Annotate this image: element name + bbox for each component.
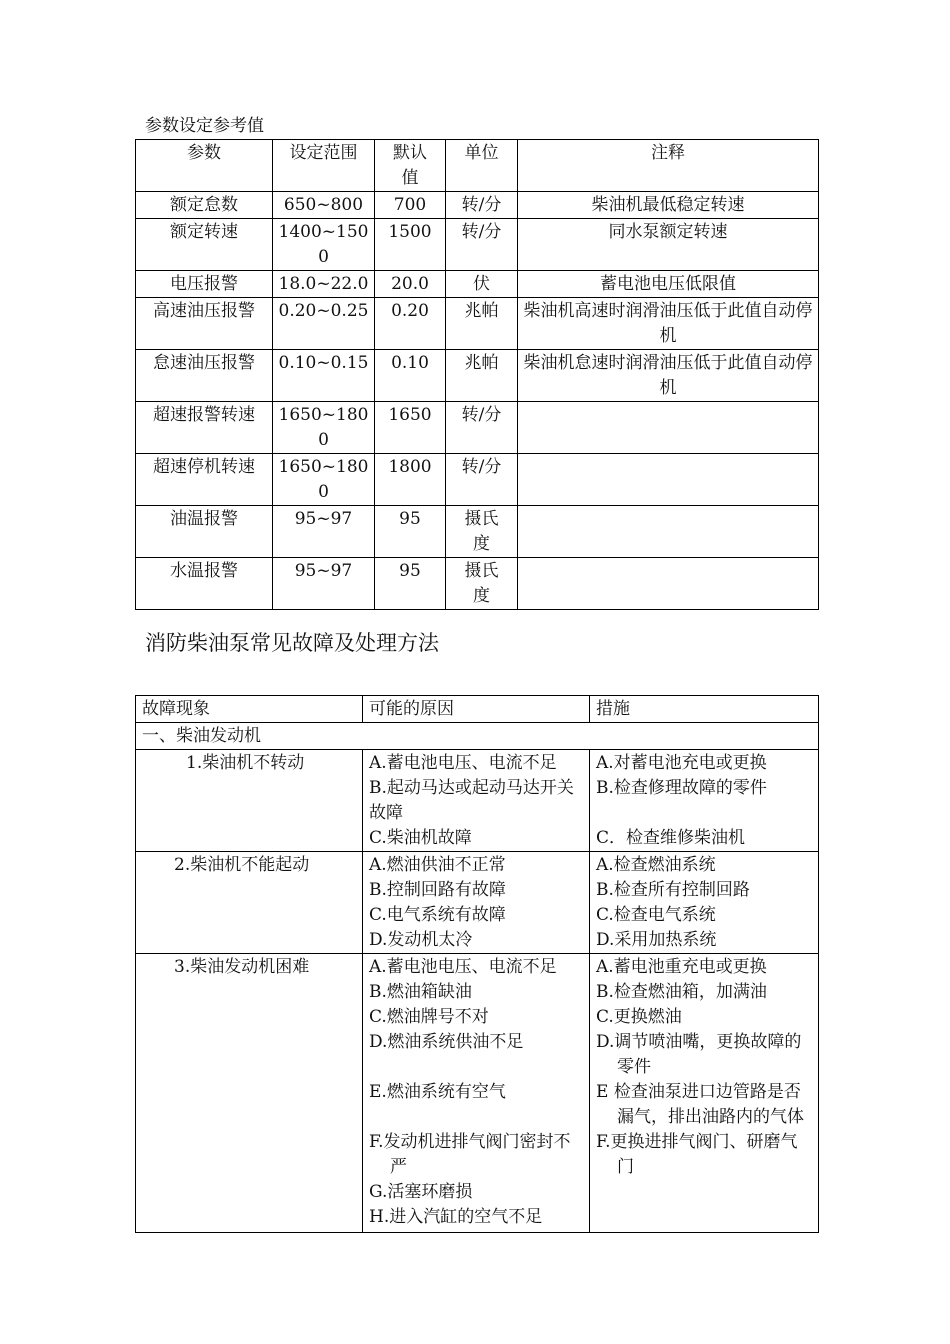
param-name: 电压报警 xyxy=(136,271,273,298)
fault-symptom: 1.柴油机不转动 xyxy=(136,750,363,852)
header-param: 参数 xyxy=(136,140,273,192)
cause-item: B.燃油箱缺油 xyxy=(369,982,472,1002)
measure-item: C.检查电气系统 xyxy=(596,905,716,925)
param-name: 油温报警 xyxy=(136,506,273,558)
param-default: 0.20 xyxy=(375,298,446,350)
cause-item: A.蓄电池电压、电流不足 xyxy=(369,753,557,773)
param-name: 高速油压报警 xyxy=(136,298,273,350)
cause-item: B.控制回路有故障 xyxy=(369,880,506,900)
param-note xyxy=(518,506,819,558)
fault-row xyxy=(136,852,819,954)
param-name: 超速停机转速 xyxy=(136,454,273,506)
param-note: 同水泵额定转速 xyxy=(518,219,819,271)
param-note xyxy=(518,454,819,506)
params-caption: 参数设定参考值 xyxy=(145,116,264,136)
header-note: 注释 xyxy=(518,140,819,192)
params-row xyxy=(136,219,819,271)
param-unit: 摄氏度 xyxy=(446,506,518,558)
param-range: 1650~1800 xyxy=(273,454,375,506)
cause-item: D.燃油系统供油不足 xyxy=(369,1032,524,1052)
param-name: 额定怠数 xyxy=(136,192,273,219)
param-note: 柴油机高速时润滑油压低于此值自动停机 xyxy=(518,298,819,350)
param-name: 额定转速 xyxy=(136,219,273,271)
param-range: 95~97 xyxy=(273,506,375,558)
fault-measures xyxy=(590,750,819,852)
measure-item: B.检查修理故障的零件 xyxy=(596,778,767,798)
params-header-row xyxy=(136,140,819,192)
header-unit: 单位 xyxy=(446,140,518,192)
faults-header-row xyxy=(136,696,819,723)
cause-item: C.电气系统有故障 xyxy=(369,905,506,925)
param-unit: 转/分 xyxy=(446,402,518,454)
param-note xyxy=(518,558,819,610)
faults-table xyxy=(135,695,819,1233)
measure-item: D.采用加热系统 xyxy=(596,930,717,950)
measure-item: C．检查维修柴油机 xyxy=(596,828,746,848)
param-name: 怠速油压报警 xyxy=(136,350,273,402)
param-name: 超速报警转速 xyxy=(136,402,273,454)
params-row xyxy=(136,350,819,402)
cause-item: F.发动机进排气阀门密封不严 xyxy=(369,1132,571,1177)
fault-measures xyxy=(590,852,819,954)
param-range: 650~800 xyxy=(273,192,375,219)
fault-symptom: 2.柴油机不能起动 xyxy=(136,852,363,954)
cause-item: C.柴油机故障 xyxy=(369,828,472,848)
measure-item: E 检查油泵进口边管路是否漏气，排出油路内的气体 xyxy=(596,1082,804,1127)
header-symptom: 故障现象 xyxy=(136,696,363,723)
param-unit: 伏 xyxy=(446,271,518,298)
param-unit: 转/分 xyxy=(446,219,518,271)
param-range: 0.20~0.25 xyxy=(273,298,375,350)
params-row xyxy=(136,558,819,610)
params-table xyxy=(135,139,819,610)
param-unit: 转/分 xyxy=(446,192,518,219)
header-default: 默认值 xyxy=(375,140,446,192)
cause-item: E.燃油系统有空气 xyxy=(369,1082,506,1102)
cause-item: A.燃油供油不正常 xyxy=(369,855,506,875)
fault-symptom: 3.柴油发动机困难 xyxy=(136,954,363,1233)
cause-item: C.燃油牌号不对 xyxy=(369,1007,489,1027)
param-note: 柴油机怠速时润滑油压低于此值自动停机 xyxy=(518,350,819,402)
measure-item xyxy=(596,801,814,826)
param-note: 柴油机最低稳定转速 xyxy=(518,192,819,219)
param-default: 95 xyxy=(375,558,446,610)
params-row xyxy=(136,298,819,350)
param-range: 1650~1800 xyxy=(273,402,375,454)
param-default: 700 xyxy=(375,192,446,219)
cause-item: H.进入汽缸的空气不足 xyxy=(369,1207,543,1227)
measure-item: C.更换燃油 xyxy=(596,1007,682,1027)
cause-item xyxy=(369,1105,585,1130)
cause-item: D.发动机太冷 xyxy=(369,930,473,950)
fault-causes xyxy=(363,954,590,1233)
params-row xyxy=(136,402,819,454)
param-default: 1650 xyxy=(375,402,446,454)
measure-item: B.检查所有控制回路 xyxy=(596,880,750,900)
section-label: 一、柴油发动机 xyxy=(136,723,819,750)
fault-causes xyxy=(363,852,590,954)
param-name: 水温报警 xyxy=(136,558,273,610)
param-range: 18.0~22.0 xyxy=(273,271,375,298)
param-note xyxy=(518,402,819,454)
param-unit: 转/分 xyxy=(446,454,518,506)
cause-item: A.蓄电池电压、电流不足 xyxy=(369,957,557,977)
header-measure: 措施 xyxy=(590,696,819,723)
params-row xyxy=(136,192,819,219)
header-cause: 可能的原因 xyxy=(363,696,590,723)
param-range: 0.10~0.15 xyxy=(273,350,375,402)
param-range: 95~97 xyxy=(273,558,375,610)
fault-causes xyxy=(363,750,590,852)
cause-item xyxy=(369,1055,585,1080)
measure-item: A.蓄电池重充电或更换 xyxy=(596,957,767,977)
param-unit: 摄氏度 xyxy=(446,558,518,610)
fault-row xyxy=(136,750,819,852)
measure-item: A.对蓄电池充电或更换 xyxy=(596,753,767,773)
params-row xyxy=(136,454,819,506)
param-default: 1800 xyxy=(375,454,446,506)
faults-title: 消防柴油泵常见故障及处理方法 xyxy=(145,631,439,655)
fault-measures xyxy=(590,954,819,1233)
measure-item: F.更换进排气阀门、研磨气门 xyxy=(596,1132,798,1177)
params-row xyxy=(136,506,819,558)
param-note: 蓄电池电压低限值 xyxy=(518,271,819,298)
cause-item: B.起动马达或起动马达开关故障 xyxy=(369,778,574,823)
params-row xyxy=(136,271,819,298)
measure-item: D.调节喷油嘴，更换故障的零件 xyxy=(596,1032,802,1077)
param-range: 1400~1500 xyxy=(273,219,375,271)
param-unit: 兆帕 xyxy=(446,298,518,350)
param-default: 0.10 xyxy=(375,350,446,402)
param-unit: 兆帕 xyxy=(446,350,518,402)
measure-item: A.检查燃油系统 xyxy=(596,855,716,875)
faults-section-row xyxy=(136,723,819,750)
cause-item: G.活塞环磨损 xyxy=(369,1182,473,1202)
param-default: 95 xyxy=(375,506,446,558)
param-default: 20.0 xyxy=(375,271,446,298)
header-range: 设定范围 xyxy=(273,140,375,192)
fault-row xyxy=(136,954,819,1233)
param-default: 1500 xyxy=(375,219,446,271)
measure-item: B.检查燃油箱，加满油 xyxy=(596,982,767,1002)
